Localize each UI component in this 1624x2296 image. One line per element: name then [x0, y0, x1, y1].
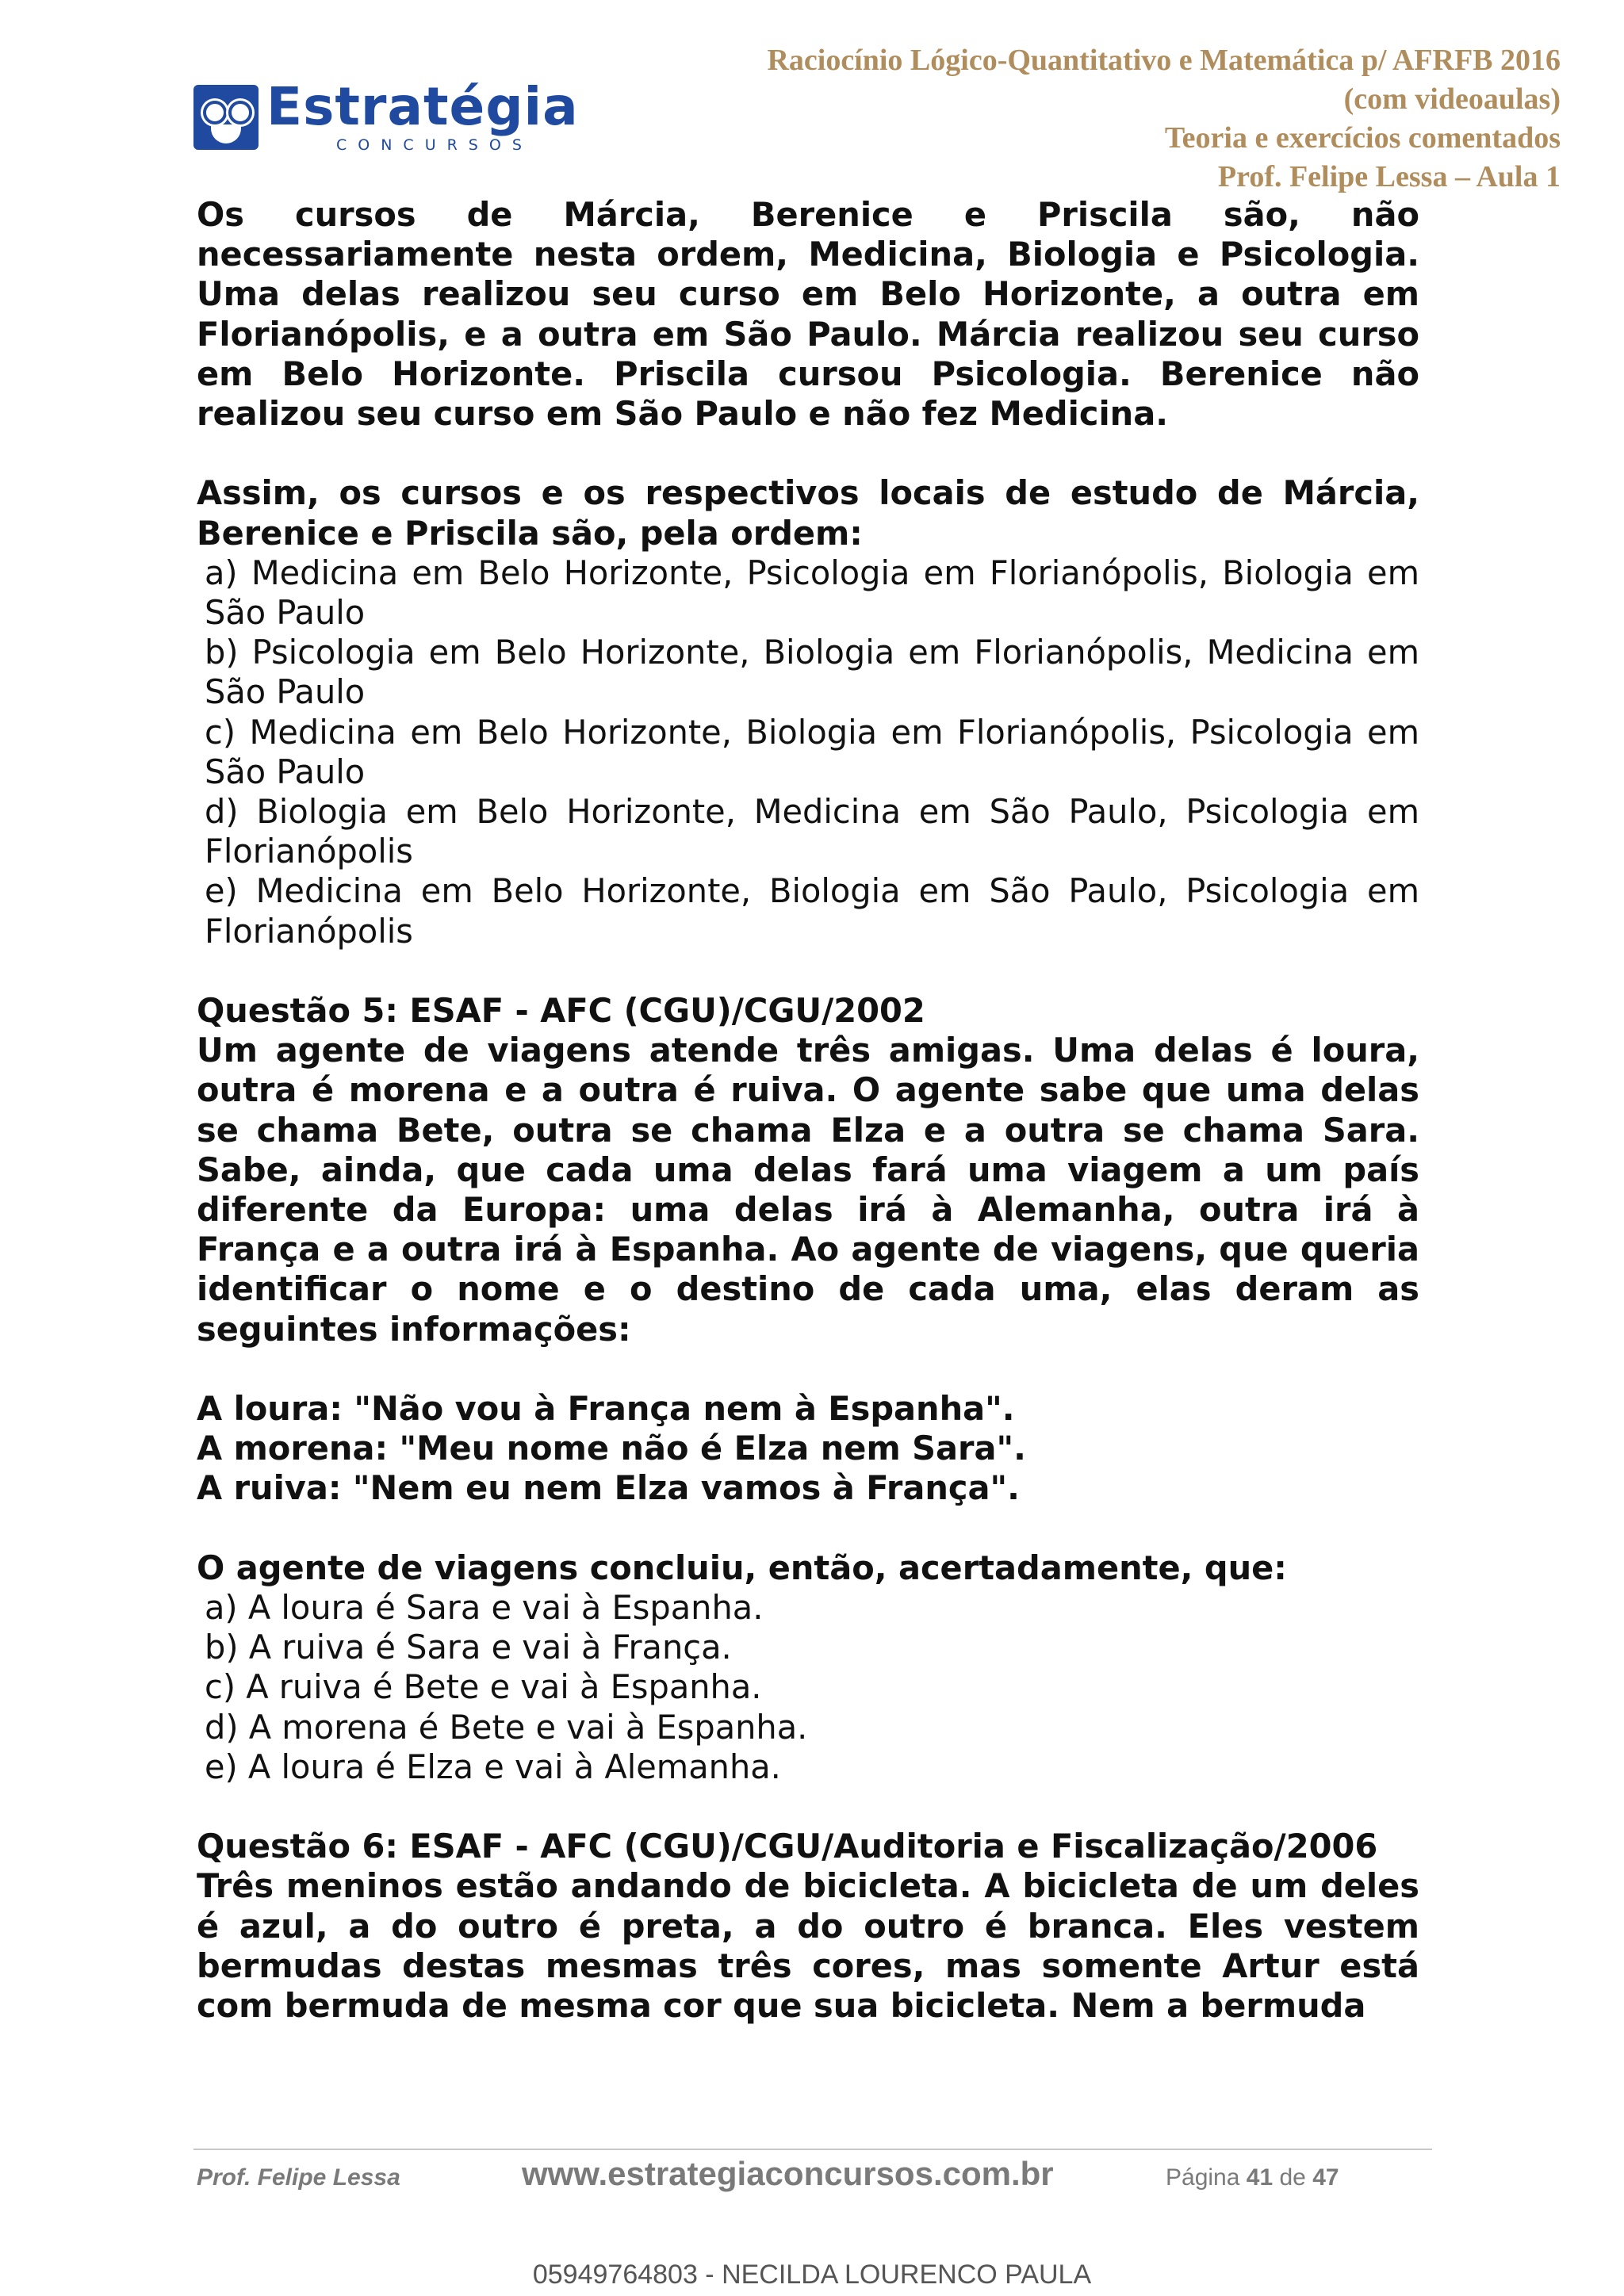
- footer-page-counter: [1166, 2164, 1339, 2191]
- estrategia-logo: [193, 76, 579, 154]
- footer-website-link[interactable]: www.estrategiaconcursos.com.br: [522, 2155, 1054, 2192]
- page-number: 41: [1246, 2164, 1274, 2191]
- q4-statement: Os cursos de Márcia, Berenice e Priscila são, não necessariamente nesta ordem, Medicina, Biologia e Psicologia. Uma delas realizou seu curso em Belo Horizonte, a outra em Florianópolis, e a outra em São Paulo. Márcia realizou seu curso em Belo Horizonte. Priscila cursou Psicologia. Berenice não realizou seu curso em São Paulo e não fez Medicina.: [197, 195, 1419, 434]
- page-of: de: [1279, 2164, 1306, 2191]
- q5-option-e: e) A loura é Elza e vai à Alemanha.: [205, 1747, 781, 1786]
- footer-divider: [193, 2149, 1432, 2150]
- page-label: Página: [1166, 2164, 1240, 2191]
- q5-prompt: O agente de viagens concluiu, então, acertadamente, que:: [197, 1548, 1287, 1587]
- course-subtitle: (com videoaulas): [1343, 82, 1561, 116]
- course-title: Raciocínio Lógico-Quantitativo e Matemática p/ AFRFB 2016: [767, 44, 1561, 77]
- q4-prompt: Assim, os cursos e os respectivos locais de estudo de Márcia, Berenice e Priscila são, pela ordem:: [197, 473, 1419, 553]
- footer-author: Prof. Felipe Lessa: [197, 2164, 400, 2191]
- q4-option-b: b) Psicologia em Belo Horizonte, Biologia em Florianópolis, Medicina em São Paulo: [205, 633, 1419, 712]
- q5-quote-ruiva: A ruiva: "Nem eu nem Elza vamos à França".: [197, 1468, 1020, 1508]
- q5-quote-morena: A morena: "Meu nome não é Elza nem Sara".: [197, 1429, 1026, 1468]
- course-lesson: Prof. Felipe Lessa – Aula 1: [1217, 160, 1561, 193]
- logo-subtitle: CONCURSOS: [336, 136, 533, 154]
- q4-option-a: a) Medicina em Belo Horizonte, Psicologia em Florianópolis, Biologia em São Paulo: [205, 553, 1419, 633]
- q6-statement: Três meninos estão andando de bicicleta. A bicicleta de um deles é azul, a do outro é preta, a do outro é branca. Eles vestem bermudas destas mesmas três cores, mas somente Artur está com bermuda de mesma cor que sua bicicleta. Nem a bermuda: [197, 1866, 1419, 2026]
- page-total: 47: [1312, 2164, 1339, 2191]
- buyer-watermark: 05949764803 - NECILDA LOURENCO PAULA: [532, 2260, 1092, 2290]
- q4-option-e: e) Medicina em Belo Horizonte, Biologia em São Paulo, Psicologia em Florianópolis: [205, 871, 1419, 951]
- course-header: [767, 41, 1561, 197]
- q5-option-a: a) A loura é Sara e vai à Espanha.: [205, 1588, 764, 1628]
- q4-option-c: c) Medicina em Belo Horizonte, Biologia em Florianópolis, Psicologia em São Paulo: [205, 712, 1419, 791]
- q4-option-d: d) Biologia em Belo Horizonte, Medicina em São Paulo, Psicologia em Florianópolis: [205, 792, 1419, 871]
- course-description: Teoria e exercícios comentados: [1164, 121, 1561, 155]
- q5-option-c: c) A ruiva é Bete e vai à Espanha.: [205, 1667, 762, 1707]
- owl-logo-icon: [193, 85, 259, 150]
- page-content: [197, 195, 1419, 2026]
- q5-title: Questão 5: ESAF - AFC (CGU)/CGU/2002: [197, 991, 925, 1031]
- q5-quote-loura: A loura: "Não vou à França nem à Espanha".: [197, 1389, 1015, 1429]
- q5-statement: Um agente de viagens atende três amigas. Uma delas é loura, outra é morena e a outra é ruiva. O agente sabe que uma delas se chama Bete, outra se chama Elza e a outra se chama Sara. Sabe, ainda, que cada uma delas fará uma viagem a um país diferente da Europa: uma delas irá à Alemanha, outra irá à França e a outra irá à Espanha. Ao agente de viagens, que queria identificar o nome e o destino de cada uma, elas deram as seguintes informações:: [197, 1031, 1419, 1349]
- q6-title: Questão 6: ESAF - AFC (CGU)/CGU/Auditoria e Fiscalização/2006: [197, 1827, 1378, 1866]
- q5-option-d: d) A morena é Bete e vai à Espanha.: [205, 1707, 808, 1747]
- q5-option-b: b) A ruiva é Sara e vai à França.: [205, 1628, 732, 1667]
- logo-name: Estratégia: [266, 76, 579, 137]
